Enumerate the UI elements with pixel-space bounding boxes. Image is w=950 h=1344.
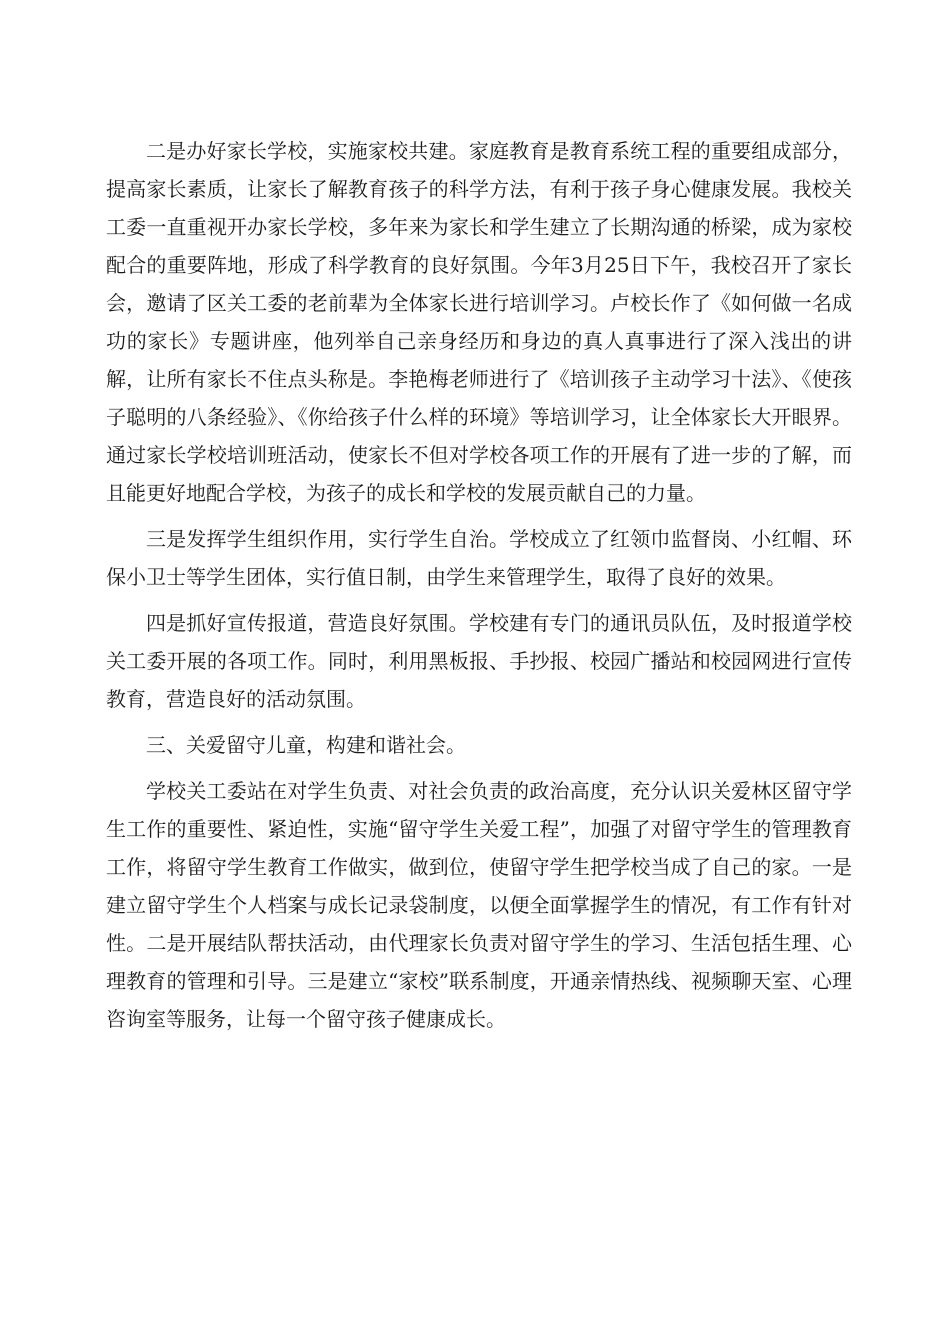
paragraph-publicity: 四是抓好宣传报道，营造良好氛围。学校建有专门的通讯员队伍，及时报道学校关工委开展的各项工作。同时，利用黑板报、手抄报、校园广播站和校园网进行宣传教育，营造良好的活动氛围。 — [106, 611, 852, 711]
paragraph-student-organization: 三是发挥学生组织作用，实行学生自治。学校成立了红领巾监督岗、小红帽、环保小卫士等学生团体，实行值日制，由学生来管理学生，取得了良好的效果。 — [106, 527, 852, 589]
paragraph-left-behind-children: 学校关工委站在对学生负责、对社会负责的政治高度，充分认识关爱林区留守学生工作的重要性、紧迫性，实施“留守学生关爱工程”，加强了对留守学生的管理教育工作，将留守学生教育工作做实，做到位，使留守学生把学校当成了自己的家。一是建立留守学生个人档案与成长记录袋制度，以便全面掌握学生的情况，有工作有针对性。二是开展结队帮扶活动，由代理家长负责对留守学生的学习、生活包括生理、心理教育的管理和引导。三是建立“家校”联系制度，开通亲情热线、视频聊天室、心理咨询室等服务，让每一个留守孩子健康成长。 — [106, 779, 852, 1031]
paragraph-parent-school: 二是办好家长学校，实施家校共建。家庭教育是教育系统工程的重要组成部分，提高家长素质，让家长了解教育孩子的科学方法，有利于孩子身心健康发展。我校关工委一直重视开办家长学校，多年来为家长和学生建立了长期沟通的桥梁，成为家校配合的重要阵地，形成了科学教育的良好氛围。今年3月25日下午，我校召开了家长会，邀请了区关工委的老前辈为全体家长进行培训学习。卢校长作了《如何做一名成功的家长》专题讲座，他列举自己亲身经历和身边的真人真事进行了深入浅出的讲解，让所有家长不住点头称是。李艳梅老师进行了《培训孩子主动学习十法》、《使孩子聪明的八条经验》、《你给孩子什么样的环境》等培训学习，让全体家长大开眼界。通过家长学校培训班活动，使家长不但对学校各项工作的开展有了进一步的了解，而且能更好地配合学校，为孩子的成长和学校的发展贡献自己的力量。 — [106, 139, 852, 505]
section-heading-left-behind-children: 三、关爱留守儿童，构建和谐社会。 — [146, 733, 466, 757]
document-body — [106, 132, 852, 1038]
